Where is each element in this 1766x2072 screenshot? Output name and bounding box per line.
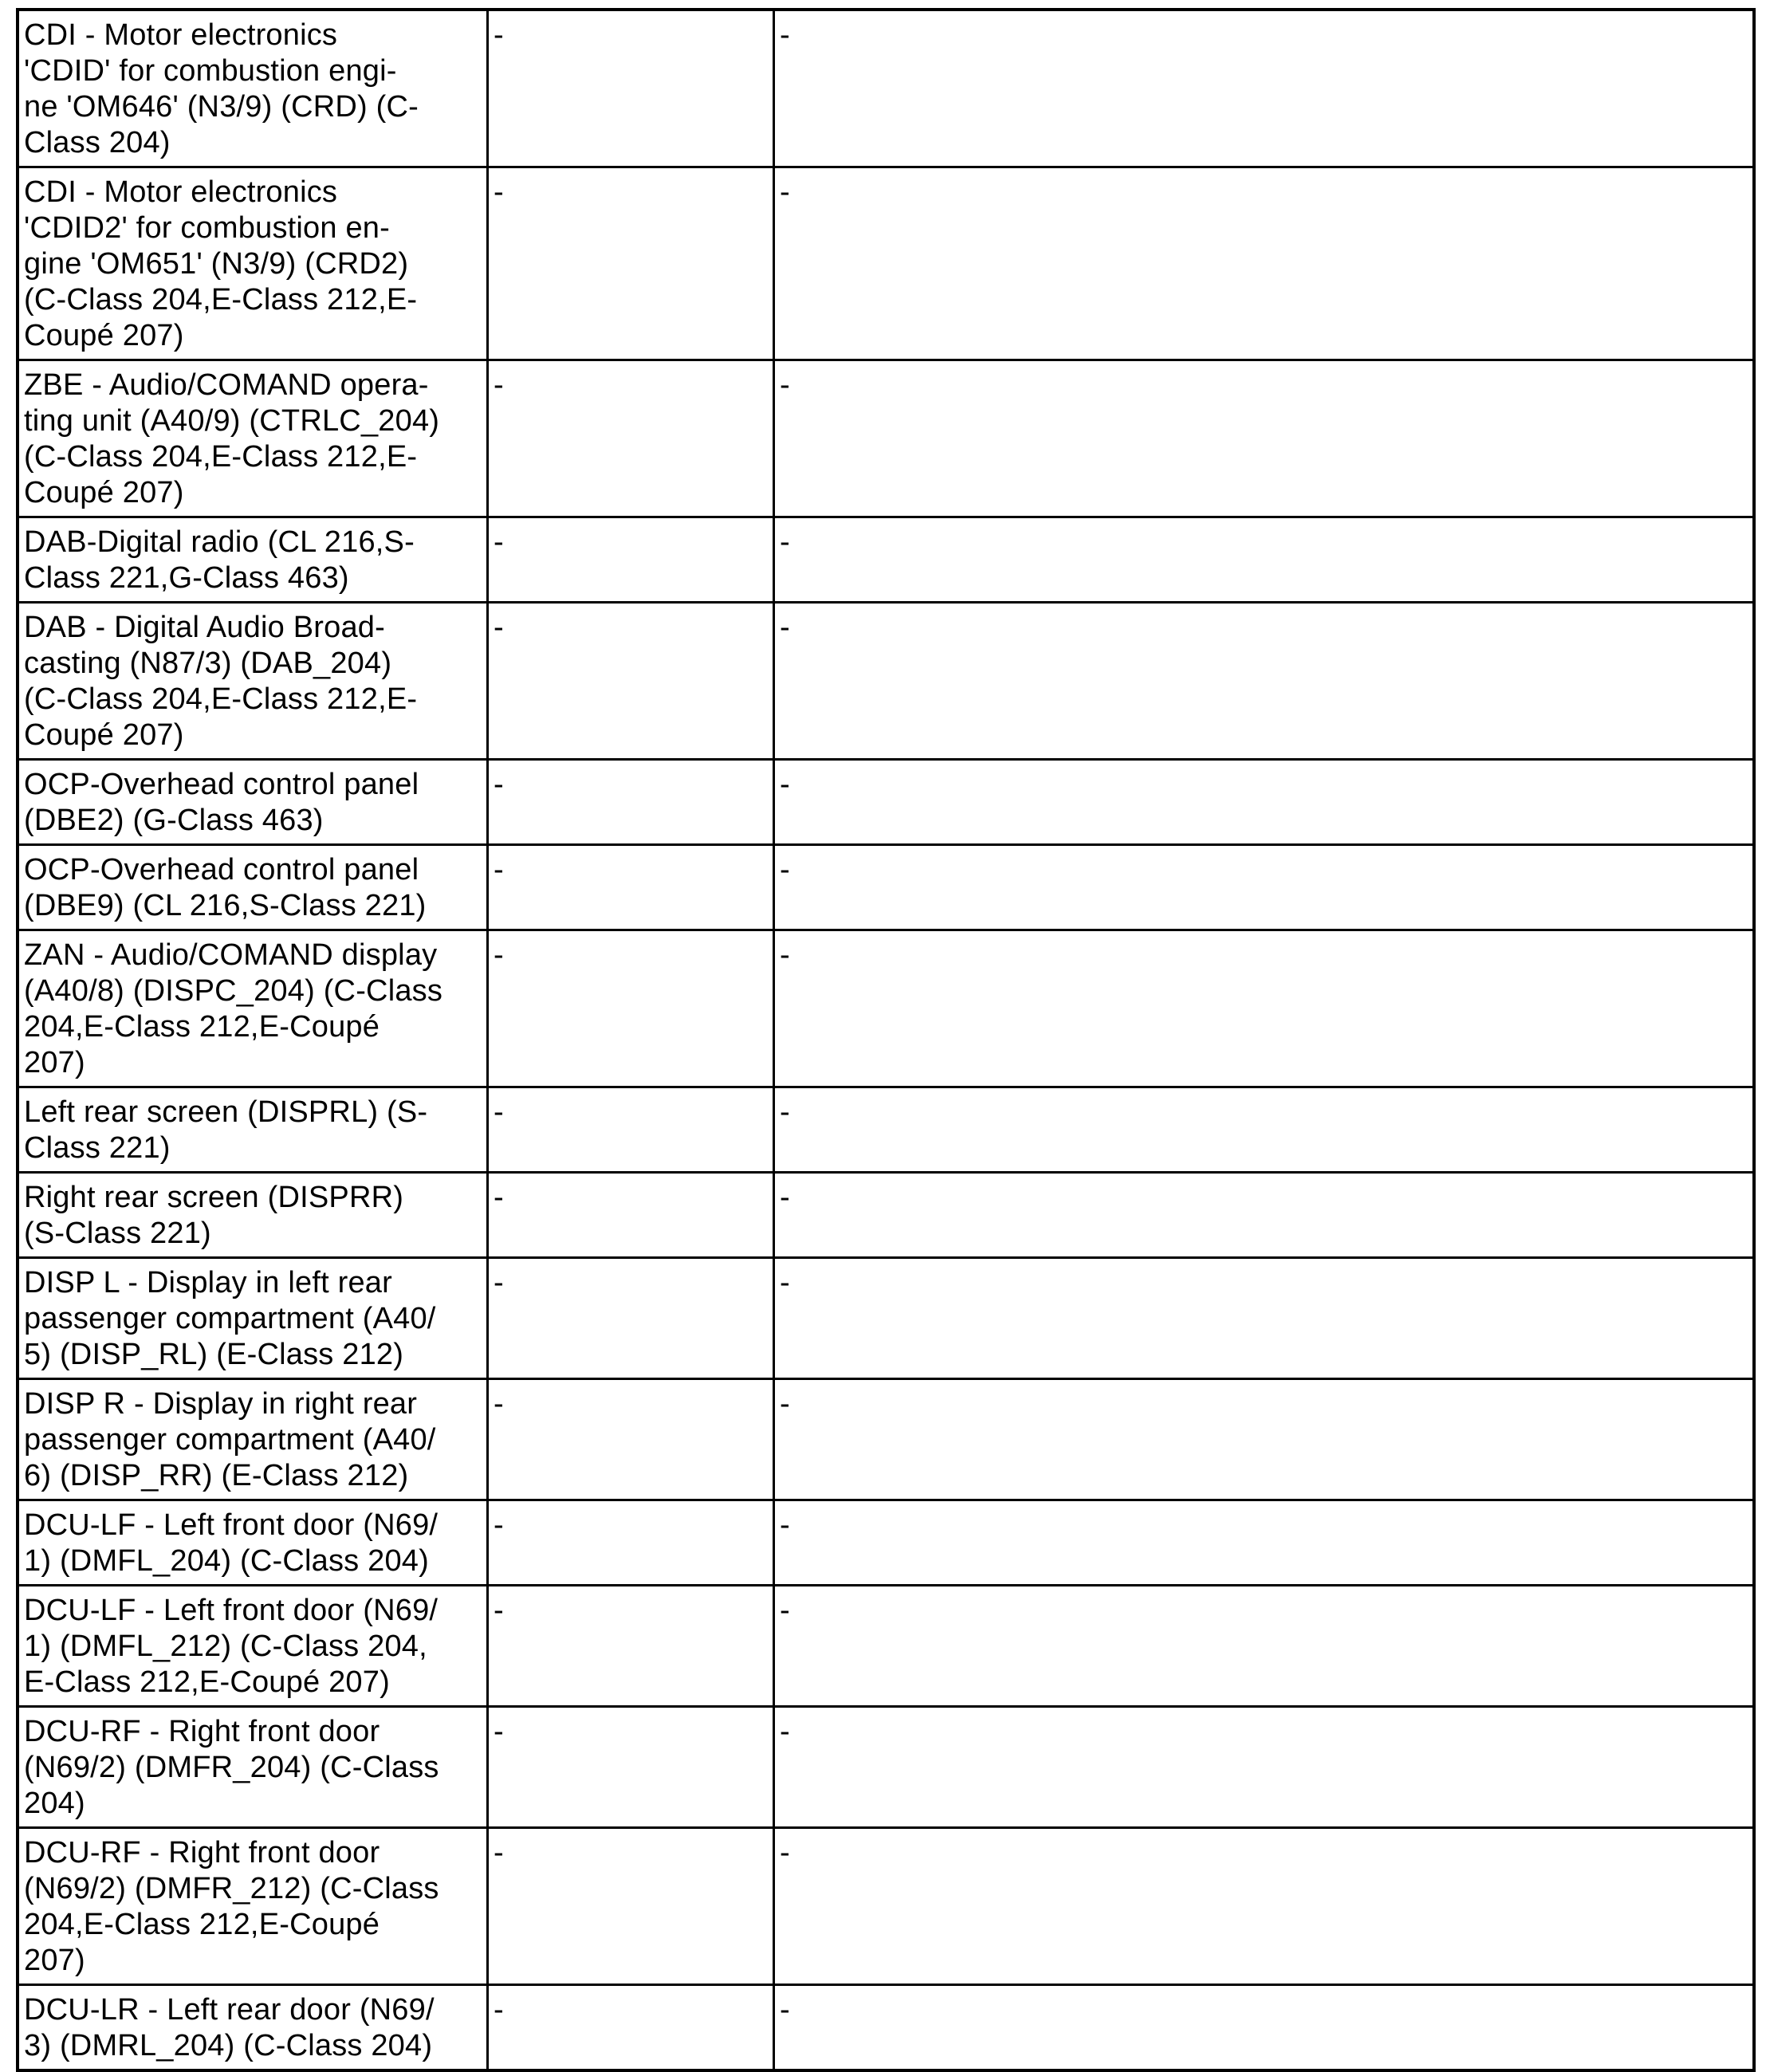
control-unit-cell [18, 1828, 488, 1985]
control-unit-cell [18, 360, 488, 517]
value-cell: - [774, 1707, 1755, 1828]
control-unit-cell [18, 845, 488, 930]
value-cell: - [488, 930, 774, 1087]
control-unit-label: Left rear screen (DISPRL) (S- Class 221) [24, 1095, 428, 1165]
document-page [16, 8, 1756, 2072]
value-cell: - [488, 167, 774, 360]
control-unit-cell [18, 1173, 488, 1258]
table-row [18, 1173, 1754, 1258]
control-unit-label: Right rear screen (DISPRR) (S-Class 221) [24, 1181, 404, 1250]
value-cell: - [774, 845, 1755, 930]
value-cell: - [488, 760, 774, 845]
control-unit-cell [18, 1707, 488, 1828]
control-unit-cell [18, 1087, 488, 1173]
table-row [18, 1258, 1754, 1379]
value-cell: - [488, 1500, 774, 1586]
table-row [18, 1500, 1754, 1586]
control-unit-label: CDI - Motor electronics 'CDID' for combustion engi- ne 'OM646' (N3/9) (CRD) (C- Class 204) [24, 18, 419, 159]
control-unit-cell [18, 167, 488, 360]
control-unit-label: DCU-LF - Left front door (N69/ 1) (DMFL_212) (C-Class 204, E-Class 212,E-Coupé 207) [24, 1594, 439, 1699]
table-row [18, 603, 1754, 760]
control-unit-cell [18, 930, 488, 1087]
value-cell: - [774, 1258, 1755, 1379]
control-unit-label: OCP-Overhead control panel (DBE2) (G-Class 463) [24, 768, 419, 837]
table-row [18, 845, 1754, 930]
control-unit-label: ZBE - Audio/COMAND opera- ting unit (A40/9) (CTRLC_204) (C-Class 204,E-Class 212,E- Coupé 207) [24, 368, 440, 509]
value-cell: - [774, 167, 1755, 360]
table-row [18, 167, 1754, 360]
control-unit-label: DISP R - Display in right rear passenger compartment (A40/ 6) (DISP_RR) (E-Class 212) [24, 1387, 436, 1492]
table-row [18, 760, 1754, 845]
value-cell: - [774, 760, 1755, 845]
control-unit-label: DCU-LR - Left rear door (N69/ 3) (DMRL_204) (C-Class 204) [24, 1993, 435, 2062]
control-unit-label: OCP-Overhead control panel (DBE9) (CL 216,S-Class 221) [24, 853, 427, 922]
control-unit-cell [18, 1985, 488, 2071]
table-row [18, 517, 1754, 603]
value-cell: - [488, 1087, 774, 1173]
table-row [18, 1087, 1754, 1173]
value-cell: - [488, 360, 774, 517]
control-unit-cell [18, 10, 488, 167]
table-row [18, 930, 1754, 1087]
value-cell: - [774, 1985, 1755, 2071]
value-cell: - [774, 1828, 1755, 1985]
value-cell: - [488, 1586, 774, 1707]
value-cell: - [774, 1173, 1755, 1258]
table-row [18, 1985, 1754, 2071]
control-unit-label: ZAN - Audio/COMAND display (A40/8) (DISPC_204) (C-Class 204,E-Class 212,E-Coupé 207) [24, 938, 443, 1079]
control-unit-label: DCU-LF - Left front door (N69/ 1) (DMFL_204) (C-Class 204) [24, 1508, 439, 1578]
value-cell: - [774, 517, 1755, 603]
control-unit-cell [18, 1379, 488, 1500]
control-unit-label: DAB-Digital radio (CL 216,S- Class 221,G-Class 463) [24, 525, 415, 595]
control-unit-label: DAB - Digital Audio Broad- casting (N87/3) (DAB_204) (C-Class 204,E-Class 212,E- Coupé 207) [24, 611, 418, 752]
control-unit-label: DISP L - Display in left rear passenger compartment (A40/ 5) (DISP_RL) (E-Class 212) [24, 1266, 436, 1371]
table-row [18, 1586, 1754, 1707]
value-cell: - [488, 10, 774, 167]
control-unit-cell [18, 1258, 488, 1379]
value-cell: - [774, 10, 1755, 167]
value-cell: - [774, 360, 1755, 517]
value-cell: - [488, 845, 774, 930]
table-row [18, 1379, 1754, 1500]
value-cell: - [488, 1828, 774, 1985]
value-cell: - [488, 603, 774, 760]
value-cell: - [774, 603, 1755, 760]
control-unit-cell [18, 1586, 488, 1707]
table-row [18, 1828, 1754, 1985]
value-cell: - [774, 1087, 1755, 1173]
table-row [18, 1707, 1754, 1828]
value-cell: - [774, 930, 1755, 1087]
value-cell: - [774, 1500, 1755, 1586]
value-cell: - [774, 1379, 1755, 1500]
table-row [18, 360, 1754, 517]
control-unit-cell [18, 517, 488, 603]
control-unit-label: DCU-RF - Right front door (N69/2) (DMFR_212) (C-Class 204,E-Class 212,E-Coupé 207) [24, 1836, 439, 1977]
control-unit-label: DCU-RF - Right front door (N69/2) (DMFR_204) (C-Class 204) [24, 1715, 439, 1820]
table-row [18, 10, 1754, 167]
control-unit-table [16, 8, 1756, 2072]
value-cell: - [774, 1586, 1755, 1707]
control-unit-cell [18, 603, 488, 760]
value-cell: - [488, 1379, 774, 1500]
value-cell: - [488, 1173, 774, 1258]
control-unit-table-body [18, 10, 1754, 2070]
value-cell: - [488, 1985, 774, 2071]
value-cell: - [488, 517, 774, 603]
control-unit-label: CDI - Motor electronics 'CDID2' for combustion en- gine 'OM651' (N3/9) (CRD2) (C-Class 204,E-Class 212,E- Coupé 207) [24, 175, 418, 352]
control-unit-cell [18, 760, 488, 845]
value-cell: - [488, 1707, 774, 1828]
value-cell: - [488, 1258, 774, 1379]
control-unit-cell [18, 1500, 488, 1586]
